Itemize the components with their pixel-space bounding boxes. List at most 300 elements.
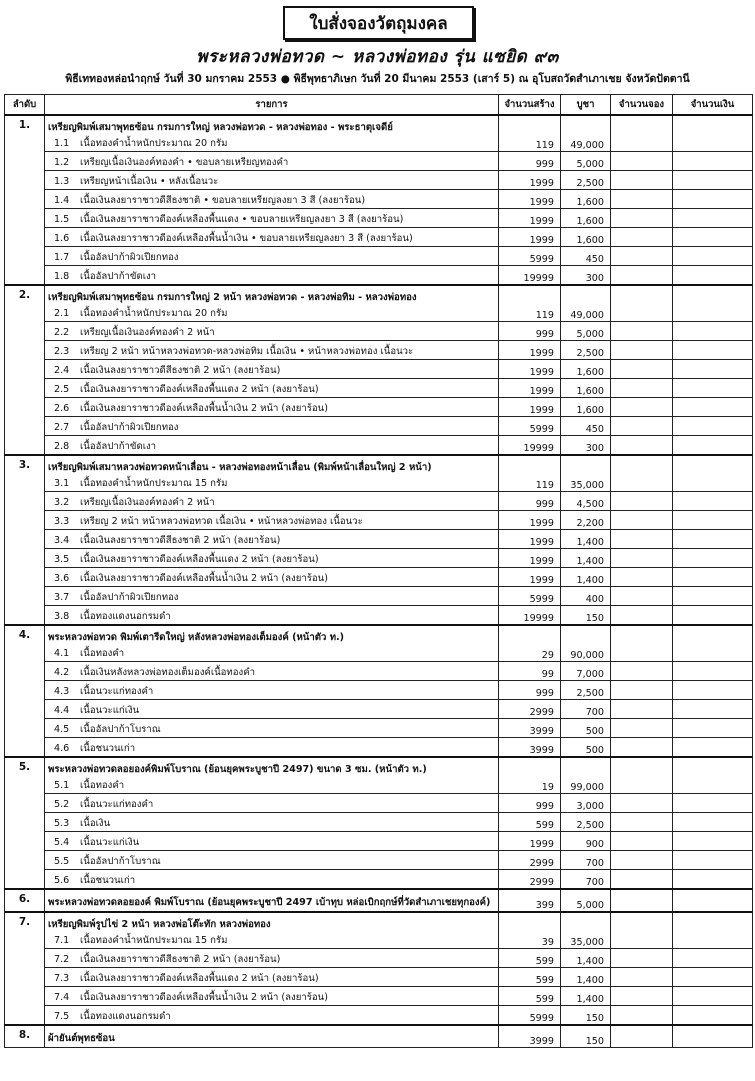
item-desc: เหรียญเนื้อเงินองค์ทองคำ • ขอบลายเหรียญทองคำ — [80, 157, 289, 168]
item-code: 5.3 — [54, 818, 70, 829]
group-number: 4. — [5, 625, 45, 757]
amount-input[interactable] — [673, 285, 753, 322]
item-price: 3,000 — [561, 794, 611, 813]
reserve-input[interactable] — [611, 813, 673, 832]
group-title: พระหลวงพ่อทวดลอยองค์ พิมพ์โบราณ (ย้อนยุคพระบูชาปี 2497 เบ้าทุบ หล่อเบิกฤกษ์ที่วัดสำเภาเชยทุกองค์) — [48, 897, 491, 908]
item-price: 49,000 — [561, 285, 611, 322]
amount-input[interactable] — [673, 606, 753, 626]
item-desc: เนื้อเงิน — [80, 818, 111, 829]
reserve-input[interactable] — [611, 266, 673, 286]
item-price: 400 — [561, 587, 611, 606]
item-cell — [45, 851, 499, 870]
reserve-input[interactable] — [611, 549, 673, 568]
item-qty: 19999 — [499, 266, 561, 286]
amount-input[interactable] — [673, 889, 753, 912]
group-row — [5, 625, 753, 662]
item-cell — [45, 606, 499, 626]
item-code: 1.2 — [54, 157, 70, 168]
item-cell — [45, 530, 499, 549]
item-qty: 5999 — [499, 587, 561, 606]
amount-input[interactable] — [673, 949, 753, 968]
item-cell — [45, 681, 499, 700]
group-row — [5, 115, 753, 152]
amount-input[interactable] — [673, 190, 753, 209]
item-price: 900 — [561, 832, 611, 851]
item-desc: เนื้ออัลปาก้าโบราณ — [80, 724, 161, 735]
item-cell — [45, 190, 499, 209]
group-cell — [45, 889, 499, 912]
item-desc: เนื้อนวะแก่ทองคำ — [80, 799, 154, 810]
item-code: 4.4 — [54, 705, 70, 716]
item-qty: 599 — [499, 813, 561, 832]
group-row — [5, 757, 753, 794]
col-header-no: ลำดับ — [5, 95, 45, 116]
item-qty: 119 — [499, 455, 561, 492]
item-price: 1,600 — [561, 398, 611, 417]
item-row — [5, 568, 753, 587]
item-desc: เนื้อเงินลงยาราชาวดีสีธงชาติ 2 หน้า (ลงยาร้อน) — [80, 954, 281, 965]
amount-input[interactable] — [673, 681, 753, 700]
item-code: 5.6 — [54, 875, 70, 886]
item-qty: 1999 — [499, 190, 561, 209]
group-row — [5, 455, 753, 492]
item-row — [5, 832, 753, 851]
item-line — [48, 138, 227, 149]
item-desc: เนื้อเงินลงยาราชาวดีองค์เหลืองพื้นแดง 2 หน้า (ลงยาร้อน) — [80, 973, 319, 984]
item-qty: 999 — [499, 492, 561, 511]
item-line — [48, 308, 227, 319]
group-title: ผ้ายันต์พุทธซ้อน — [48, 1033, 115, 1044]
amount-input[interactable] — [673, 851, 753, 870]
form-title — [283, 6, 474, 40]
amount-input[interactable] — [673, 322, 753, 341]
item-row — [5, 398, 753, 417]
table-header-row — [5, 95, 753, 116]
item-qty: 119 — [499, 115, 561, 152]
item-price: 450 — [561, 247, 611, 266]
item-cell — [45, 587, 499, 606]
item-row — [5, 228, 753, 247]
group-title: พระหลวงพ่อทวดลอยองค์พิมพ์โบราณ (ย้อนยุคพระบูชาปี 2497) ขนาด 3 ซม. (หน้าตัว ท.) — [48, 764, 427, 775]
item-row — [5, 379, 753, 398]
item-row — [5, 417, 753, 436]
reserve-input[interactable] — [611, 719, 673, 738]
item-price: 1,600 — [561, 209, 611, 228]
reserve-input[interactable] — [611, 870, 673, 890]
item-price: 2,200 — [561, 511, 611, 530]
item-qty: 1999 — [499, 568, 561, 587]
group-title: เหรียญพิมพ์เสมาพุทธซ้อน กรมการใหญ่ หลวงพ่อทวด - หลวงพ่อทอง - พระธาตุเจดีย์ — [48, 122, 393, 133]
group-row — [5, 912, 753, 949]
item-desc: เนื้อทองแดงนอกรมดำ — [80, 611, 171, 622]
item-price: 500 — [561, 738, 611, 758]
item-qty: 1999 — [499, 360, 561, 379]
group-title: เหรียญพิมพ์รูปไข่ 2 หน้า หลวงพ่อโต๊ะทัก หลวงพ่อทอง — [48, 919, 271, 930]
amount-input[interactable] — [673, 757, 753, 794]
reserve-input[interactable] — [611, 285, 673, 322]
amount-input[interactable] — [673, 360, 753, 379]
item-cell — [45, 379, 499, 398]
reserve-input[interactable] — [611, 360, 673, 379]
item-price: 450 — [561, 417, 611, 436]
item-desc: เนื้อทองคำ — [80, 648, 125, 659]
item-desc: เนื้อเงินลงยาราชาวดีสีธงชาติ 2 หน้า (ลงยาร้อน) — [80, 365, 281, 376]
item-cell — [45, 398, 499, 417]
item-desc: เนื้อชนวนเก่า — [80, 875, 136, 886]
item-line — [48, 780, 124, 791]
amount-input[interactable] — [673, 171, 753, 190]
amount-input[interactable] — [673, 662, 753, 681]
reserve-input[interactable] — [611, 511, 673, 530]
reserve-input[interactable] — [611, 341, 673, 360]
item-cell — [45, 738, 499, 758]
item-cell — [45, 662, 499, 681]
item-price: 2,500 — [561, 341, 611, 360]
col-header-desc: รายการ — [45, 95, 499, 116]
item-desc: เนื้ออัลปาก้าโบราณ — [80, 856, 161, 867]
item-desc: เนื้อทองคำน้ำหนักประมาณ 15 กรัม — [80, 478, 228, 489]
item-desc: เนื้อเงินลงยาราชาวดีองค์เหลืองพื้นแดง • ขอบลายเหรียญลงยา 3 สี (ลงยาร้อน) — [80, 214, 404, 225]
item-row — [5, 968, 753, 987]
item-qty: 5999 — [499, 247, 561, 266]
amount-input[interactable] — [673, 1006, 753, 1026]
reserve-input[interactable] — [611, 681, 673, 700]
amount-input[interactable] — [673, 341, 753, 360]
item-desc: เนื้อเงินลงยาราชาวดีสีธงชาติ 2 หน้า (ลงยาร้อน) — [80, 535, 281, 546]
item-row — [5, 681, 753, 700]
item-code: 2.8 — [54, 441, 70, 452]
item-code: 3.7 — [54, 592, 70, 603]
item-cell — [45, 360, 499, 379]
item-price: 7,000 — [561, 662, 611, 681]
item-cell — [45, 813, 499, 832]
item-cell — [45, 700, 499, 719]
item-price: 150 — [561, 1006, 611, 1026]
item-qty: 999 — [499, 152, 561, 171]
amount-input[interactable] — [673, 700, 753, 719]
reserve-input[interactable] — [611, 417, 673, 436]
item-qty: 999 — [499, 794, 561, 813]
reserve-input[interactable] — [611, 455, 673, 492]
item-price: 150 — [561, 606, 611, 626]
item-desc: เนื้อทองคำน้ำหนักประมาณ 15 กรัม — [80, 935, 228, 946]
amount-input[interactable] — [673, 968, 753, 987]
reserve-input[interactable] — [611, 832, 673, 851]
group-number: 2. — [5, 285, 45, 455]
amount-input[interactable] — [673, 832, 753, 851]
item-desc: เนื้อเงินลงยาราชาวดีองค์เหลืองพื้นน้ำเงิน • ขอบลายเหรียญลงยา 3 สี (ลงยาร้อน) — [80, 233, 413, 244]
item-qty: 599 — [499, 987, 561, 1006]
item-desc: เนื้ออัลปาก้าผิวเปียกทอง — [80, 252, 179, 263]
reserve-input[interactable] — [611, 530, 673, 549]
amount-input[interactable] — [673, 549, 753, 568]
item-code: 4.5 — [54, 724, 70, 735]
item-qty: 2999 — [499, 870, 561, 890]
item-row — [5, 436, 753, 456]
item-qty: 39 — [499, 912, 561, 949]
item-desc: เนื้ออัลปาก้าผิวเปียกทอง — [80, 422, 179, 433]
reserve-input[interactable] — [611, 322, 673, 341]
item-desc: เนื้ออัลปาก้าขัดเงา — [80, 441, 157, 452]
item-desc: เนื้อชนวนเก่า — [80, 743, 136, 754]
item-qty: 1999 — [499, 379, 561, 398]
item-price: 700 — [561, 870, 611, 890]
item-code: 2.5 — [54, 384, 70, 395]
item-row — [5, 719, 753, 738]
amount-input[interactable] — [673, 568, 753, 587]
reserve-input[interactable] — [611, 115, 673, 152]
item-desc: เนื้อนวะแก่ทองคำ — [80, 686, 154, 697]
item-qty: 5999 — [499, 1006, 561, 1026]
item-price: 700 — [561, 851, 611, 870]
item-qty: 1999 — [499, 209, 561, 228]
item-code: 2.6 — [54, 403, 70, 414]
item-qty: 1999 — [499, 832, 561, 851]
item-code: 2.7 — [54, 422, 70, 433]
item-cell — [45, 492, 499, 511]
item-desc: เหรียญ 2 หน้า หน้าหลวงพ่อทวด-หลวงพ่อทิม เนื้อเงิน • หน้าหลวงพ่อทอง เนื้อนวะ — [80, 346, 414, 357]
item-qty: 3999 — [499, 1025, 561, 1048]
reserve-input[interactable] — [611, 700, 673, 719]
reserve-input[interactable] — [611, 738, 673, 758]
item-code: 3.4 — [54, 535, 70, 546]
item-row — [5, 152, 753, 171]
amount-input[interactable] — [673, 794, 753, 813]
item-qty: 1999 — [499, 530, 561, 549]
amount-input[interactable] — [673, 379, 753, 398]
amount-input[interactable] — [673, 247, 753, 266]
item-price: 49,000 — [561, 115, 611, 152]
item-price: 300 — [561, 266, 611, 286]
amount-input[interactable] — [673, 912, 753, 949]
item-code: 2.2 — [54, 327, 70, 338]
reserve-input[interactable] — [611, 889, 673, 912]
group-title: พระหลวงพ่อทวด พิมพ์เตารีดใหญ่ หลังหลวงพ่อทองเต็มองค์ (หน้าตัว ท.) — [48, 632, 345, 643]
item-qty: 3999 — [499, 738, 561, 758]
item-cell — [45, 436, 499, 456]
item-price: 1,400 — [561, 968, 611, 987]
reserve-input[interactable] — [611, 987, 673, 1006]
amount-input[interactable] — [673, 266, 753, 286]
item-row — [5, 851, 753, 870]
item-qty: 1999 — [499, 398, 561, 417]
item-row — [5, 247, 753, 266]
item-desc: เหรียญเนื้อเงินองค์ทองคำ 2 หน้า — [80, 327, 215, 338]
reserve-input[interactable] — [611, 379, 673, 398]
item-row — [5, 530, 753, 549]
item-price: 1,400 — [561, 568, 611, 587]
item-code: 2.3 — [54, 346, 70, 357]
amount-input[interactable] — [673, 870, 753, 890]
reserve-input[interactable] — [611, 851, 673, 870]
item-qty: 599 — [499, 968, 561, 987]
item-qty: 119 — [499, 285, 561, 322]
item-desc: เนื้อเงินหลังหลวงพ่อทองเต็มองค์เนื้อทองคำ — [80, 667, 256, 678]
group-number: 3. — [5, 455, 45, 625]
group-number: 7. — [5, 912, 45, 1025]
item-cell — [45, 968, 499, 987]
item-price: 35,000 — [561, 912, 611, 949]
reserve-input[interactable] — [611, 968, 673, 987]
item-code: 7.2 — [54, 954, 70, 965]
amount-input[interactable] — [673, 455, 753, 492]
group-row — [5, 285, 753, 322]
item-desc: เนื้อนวะแก่เงิน — [80, 705, 140, 716]
item-row — [5, 209, 753, 228]
reserve-input[interactable] — [611, 492, 673, 511]
item-cell — [45, 228, 499, 247]
item-qty: 3999 — [499, 719, 561, 738]
reserve-input[interactable] — [611, 1006, 673, 1026]
reserve-input[interactable] — [611, 606, 673, 626]
item-price: 5,000 — [561, 889, 611, 912]
reserve-input[interactable] — [611, 171, 673, 190]
item-row — [5, 322, 753, 341]
amount-input[interactable] — [673, 115, 753, 152]
item-price: 300 — [561, 436, 611, 456]
ceremony-info: พิธีเททองหล่อนำฤกษ์ วันที่ 30 มกราคม 2553 ● พิธีพุทธาภิเษก วันที่ 20 มีนาคม 2553 (เสาร์ 5) ณ อุโบสถวัดสำเภาเชย จังหวัดปัตตานี — [65, 73, 690, 85]
item-desc: เนื้อนวะแก่เงิน — [80, 837, 140, 848]
amount-input[interactable] — [673, 152, 753, 171]
item-price: 1,600 — [561, 190, 611, 209]
reserve-input[interactable] — [611, 190, 673, 209]
item-qty: 2999 — [499, 851, 561, 870]
item-code: 3.8 — [54, 611, 70, 622]
item-price: 1,400 — [561, 530, 611, 549]
item-code: 3.2 — [54, 497, 70, 508]
item-qty: 999 — [499, 681, 561, 700]
item-code: 1.5 — [54, 214, 70, 225]
item-desc: เนื้ออัลปาก้าขัดเงา — [80, 271, 157, 282]
item-code: 1.8 — [54, 271, 70, 282]
item-qty: 399 — [499, 889, 561, 912]
item-row — [5, 511, 753, 530]
amount-input[interactable] — [673, 738, 753, 758]
item-cell — [45, 341, 499, 360]
item-price: 2,500 — [561, 681, 611, 700]
item-desc: เนื้อเงินลงยาราชาวดีองค์เหลืองพื้นน้ำเงิน 2 หน้า (ลงยาร้อน) — [80, 403, 328, 414]
reserve-input[interactable] — [611, 228, 673, 247]
item-code: 1.1 — [54, 138, 70, 149]
item-desc: เนื้อเงินลงยาราชาวดีองค์เหลืองพื้นแดง 2 หน้า (ลงยาร้อน) — [80, 384, 319, 395]
item-row — [5, 606, 753, 626]
item-code: 3.3 — [54, 516, 70, 527]
item-price: 35,000 — [561, 455, 611, 492]
reserve-input[interactable] — [611, 757, 673, 794]
reserve-input[interactable] — [611, 568, 673, 587]
item-line — [48, 478, 227, 489]
item-desc: เหรียญเนื้อเงินองค์ทองคำ 2 หน้า — [80, 497, 215, 508]
reserve-input[interactable] — [611, 398, 673, 417]
amount-input[interactable] — [673, 719, 753, 738]
item-cell — [45, 322, 499, 341]
reserve-input[interactable] — [611, 587, 673, 606]
amount-input[interactable] — [673, 813, 753, 832]
amount-input[interactable] — [673, 436, 753, 456]
reserve-input[interactable] — [611, 662, 673, 681]
item-code: 5.5 — [54, 856, 70, 867]
group-title: เหรียญพิมพ์เสมาหลวงพ่อทวดหน้าเลื่อน - หลวงพ่อทองหน้าเลื่อน (พิมพ์หน้าเลื่อนใหญ่ 2 หน้า) — [48, 462, 432, 473]
reserve-input[interactable] — [611, 247, 673, 266]
amount-input[interactable] — [673, 417, 753, 436]
item-row — [5, 266, 753, 286]
item-qty: 999 — [499, 322, 561, 341]
amount-input[interactable] — [673, 987, 753, 1006]
item-qty: 1999 — [499, 341, 561, 360]
item-qty: 1999 — [499, 171, 561, 190]
reserve-input[interactable] — [611, 152, 673, 171]
group-number: 5. — [5, 757, 45, 889]
item-row — [5, 700, 753, 719]
reserve-input[interactable] — [611, 436, 673, 456]
item-code: 7.3 — [54, 973, 70, 984]
amount-input[interactable] — [673, 625, 753, 662]
item-cell — [45, 266, 499, 286]
amount-input[interactable] — [673, 209, 753, 228]
item-row — [5, 587, 753, 606]
item-price: 1,400 — [561, 549, 611, 568]
group-cell — [45, 115, 499, 152]
item-desc: เนื้อทองแดงนอกรมดำ — [80, 1011, 171, 1022]
amount-input[interactable] — [673, 511, 753, 530]
item-cell — [45, 987, 499, 1006]
item-code: 1.4 — [54, 195, 70, 206]
item-row — [5, 987, 753, 1006]
series-subtitle: พระหลวงพ่อทวด ~ หลวงพ่อทอง รุ่น แซยิด ๙๓ — [196, 47, 559, 67]
item-row — [5, 549, 753, 568]
item-desc: เหรียญ 2 หน้า หน้าหลวงพ่อทวด เนื้อเงิน • หน้าหลวงพ่อทอง เนื้อนวะ — [80, 516, 363, 527]
amount-input[interactable] — [673, 1025, 753, 1048]
reserve-input[interactable] — [611, 625, 673, 662]
item-row — [5, 360, 753, 379]
reserve-input[interactable] — [611, 209, 673, 228]
item-qty: 19999 — [499, 606, 561, 626]
amount-input[interactable] — [673, 530, 753, 549]
item-row — [5, 662, 753, 681]
amount-input[interactable] — [673, 398, 753, 417]
item-desc: เหรียญหน้าเนื้อเงิน • หลังเนื้อนวะ — [80, 176, 219, 187]
item-cell — [45, 549, 499, 568]
amount-input[interactable] — [673, 492, 753, 511]
item-price: 1,600 — [561, 360, 611, 379]
item-cell — [45, 1006, 499, 1026]
item-price: 1,600 — [561, 379, 611, 398]
item-row — [5, 813, 753, 832]
item-code: 3.1 — [54, 478, 70, 489]
reserve-input[interactable] — [611, 949, 673, 968]
amount-input[interactable] — [673, 587, 753, 606]
reserve-input[interactable] — [611, 794, 673, 813]
item-price: 700 — [561, 700, 611, 719]
item-code: 7.1 — [54, 935, 70, 946]
item-desc: เนื้อเงินลงยาราชาวดีองค์เหลืองพื้นน้ำเงิน 2 หน้า (ลงยาร้อน) — [80, 992, 328, 1003]
reserve-input[interactable] — [611, 912, 673, 949]
item-desc: เนื้อทองคำน้ำหนักประมาณ 20 กรัม — [80, 308, 228, 319]
item-row — [5, 949, 753, 968]
item-code: 2.1 — [54, 308, 70, 319]
group-number: 1. — [5, 115, 45, 285]
item-code: 2.4 — [54, 365, 70, 376]
reserve-input[interactable] — [611, 1025, 673, 1048]
item-qty: 99 — [499, 662, 561, 681]
group-number: 6. — [5, 889, 45, 912]
amount-input[interactable] — [673, 228, 753, 247]
item-code: 4.3 — [54, 686, 70, 697]
item-line — [48, 935, 227, 946]
col-header-qty: จำนวนสร้าง — [499, 95, 561, 116]
item-price: 5,000 — [561, 322, 611, 341]
group-title: เหรียญพิมพ์เสมาพุทธซ้อน กรมการใหญ่ 2 หน้า หลวงพ่อทวด - หลวงพ่อทิม - หลวงพ่อทอง — [48, 292, 417, 303]
